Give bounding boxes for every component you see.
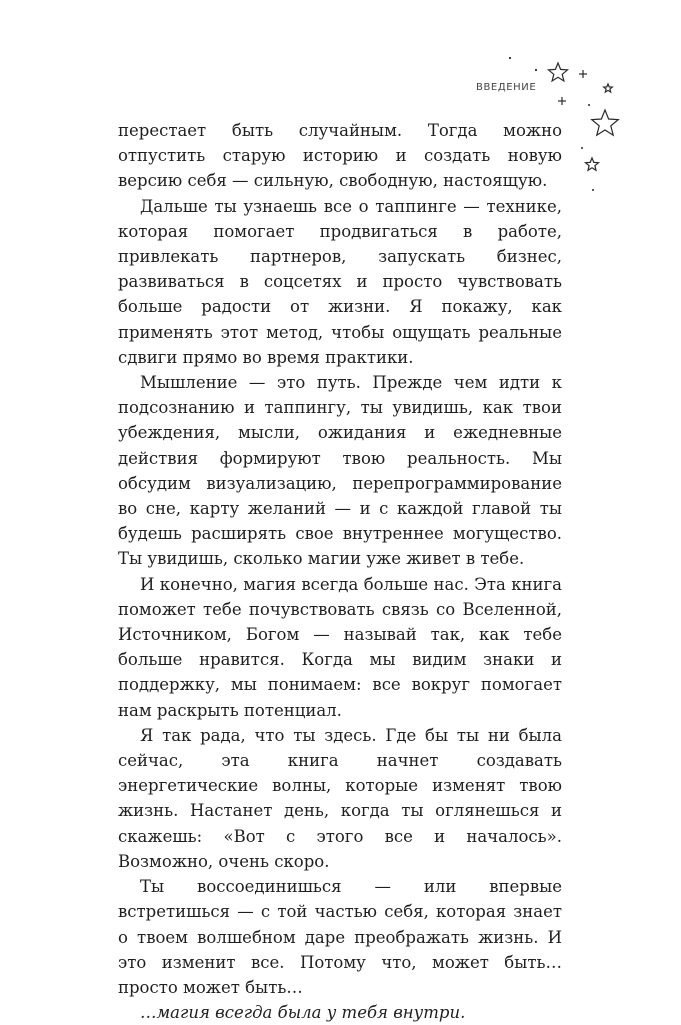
paragraph: Я так рада, что ты здесь. Где бы ты ни была сейчас, эта книга начнет создавать энергетические волны, которые изменят твою жизнь. Настанет день, когда ты оглянешься и скажешь: «Вот с этого все и началось». Возможно, очень скоро.	[118, 725, 562, 871]
paragraph: Мышление — это путь. Прежде чем идти к подсознанию и таппингу, ты увидишь, как твои убеждения, мысли, ожидания и ежедневные действия формируют твою реальность. Мы обсудим визуализацию, перепрограммирование во сне, карту желаний — и с каждой главой ты будешь расширять свое внутреннее могущество. Ты увидишь, сколько магии уже живет в тебе.	[118, 373, 562, 569]
body-text	[118, 118, 562, 1025]
paragraph: Дальше ты узнаешь все о таппинге — технике, которая помогает продвигаться в работе, привлекать партнеров, запускать бизнес, развиваться в соцсетях и просто чувствовать больше радости от жизни. Я покажу, как применять этот метод, чтобы ощущать реальные сдвиги прямо во время практики.	[118, 196, 562, 367]
running-head: ВВЕДЕНИЕ	[476, 82, 537, 93]
paragraph: И конечно, магия всегда больше нас. Эта книга поможет тебе почувствовать связь со Вселенной, Источником, Богом — называй так, как тебе больше нравится. Когда мы видим знаки и поддержку, мы понимаем: все вокруг помогает нам раскрыть потенциал.	[118, 574, 562, 720]
paragraph: Ты воссоединишься — или впервые встретишься — с той частью себя, которая знает о твоем волшебном даре преображать жизнь. И это изменит все. Потому что, может быть… просто может быть…	[118, 877, 562, 997]
closing-line: …магия всегда была у тебя внутри.	[140, 1003, 466, 1023]
paragraph: перестает быть случайным. Тогда можно отпустить старую историю и создать новую версию себя — сильную, свободную, настоящую.	[118, 121, 562, 191]
